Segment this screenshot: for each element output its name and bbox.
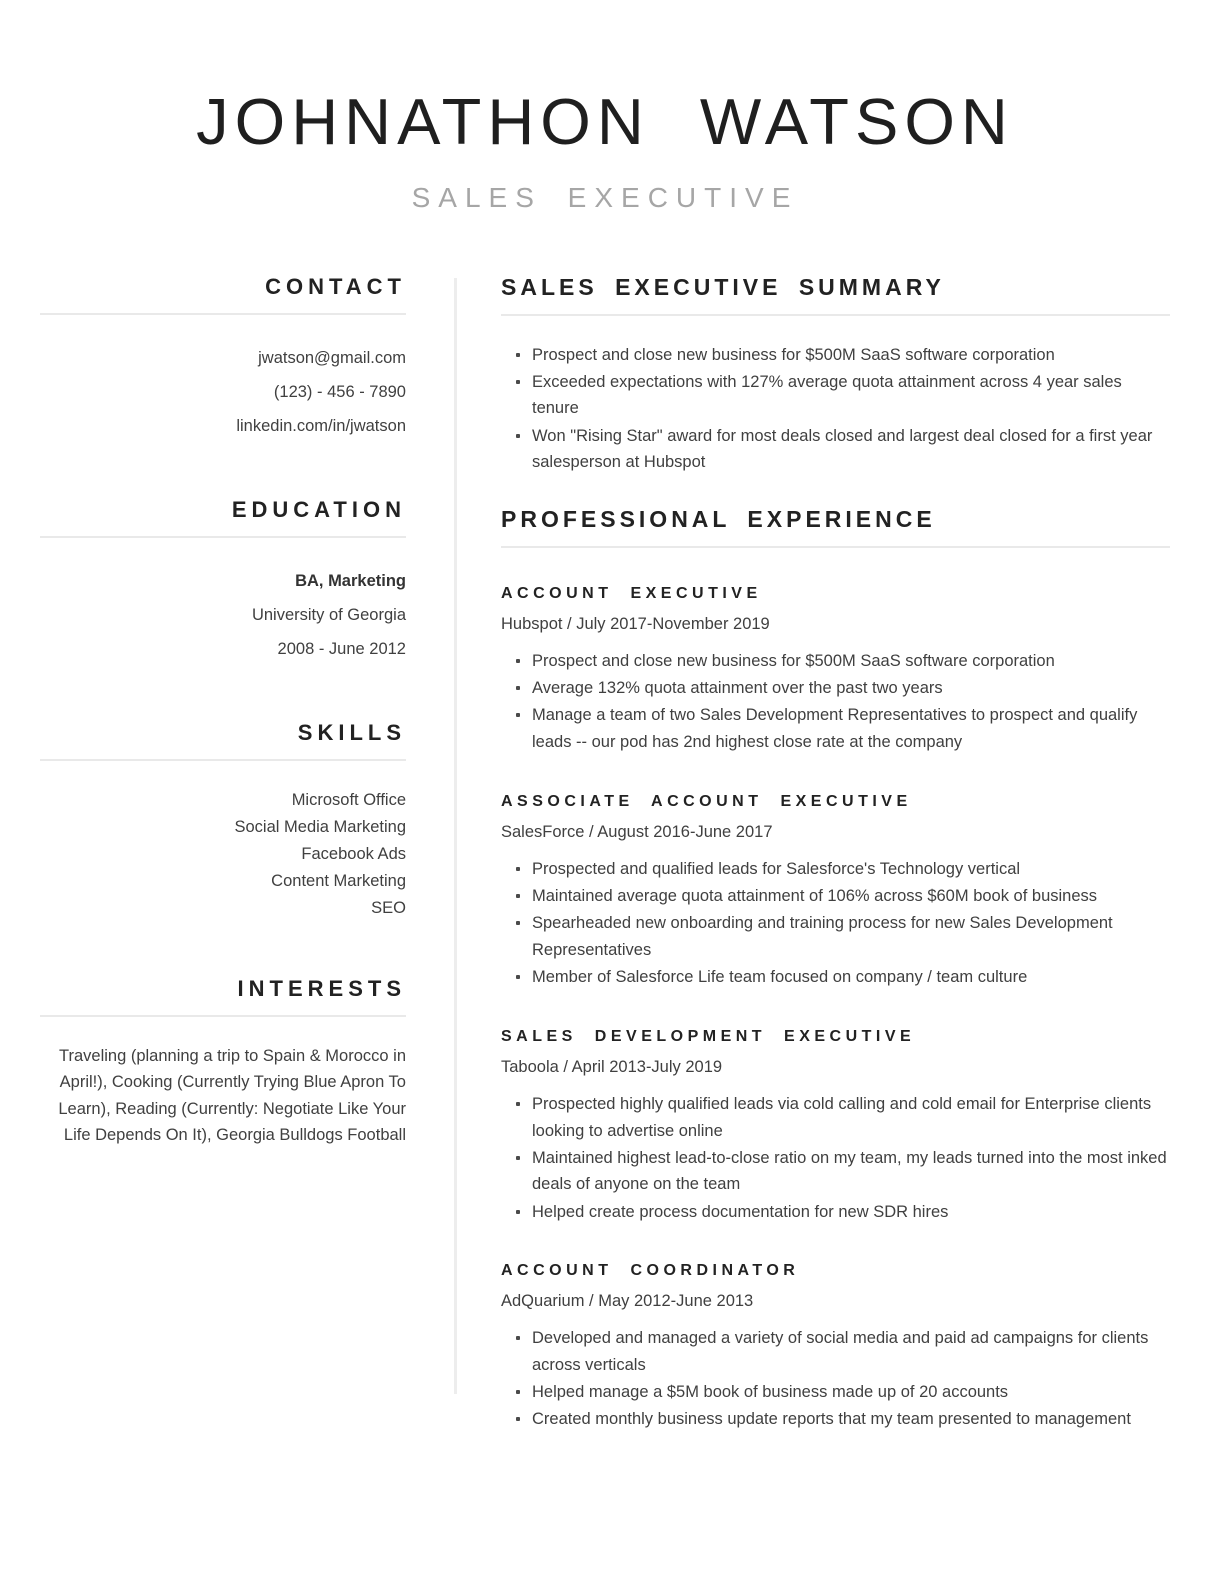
job-bullet bbox=[501, 883, 1170, 910]
bullet-icon bbox=[516, 1417, 520, 1421]
job-bullet bbox=[501, 1379, 1170, 1406]
contact-heading: CONTACT bbox=[265, 273, 406, 299]
job-bullet bbox=[501, 1199, 1170, 1226]
job-company-dates: AdQuarium / May 2012-June 2013 bbox=[501, 1292, 754, 1311]
contact-linkedin[interactable]: linkedin.com/in/jwatson bbox=[236, 416, 406, 435]
bullet-text: Maintained highest lead-to-close ratio on my team, my leads turned into the most inked deals of anyone on the team bbox=[532, 1148, 1167, 1194]
summary-bullet bbox=[501, 342, 1170, 369]
job-bullet bbox=[501, 910, 1170, 963]
bullet-icon bbox=[516, 1390, 520, 1394]
bullet-icon bbox=[516, 1102, 520, 1106]
resume-job-title: SALES EXECUTIVE bbox=[411, 181, 799, 213]
bullet-text: Developed and managed a variety of social media and paid ad campaigns for clients across verticals bbox=[532, 1329, 1149, 1375]
education-degree: BA, Marketing bbox=[295, 571, 406, 590]
bullet-icon bbox=[516, 1156, 520, 1160]
experience-heading: PROFESSIONAL EXPERIENCE bbox=[501, 506, 936, 533]
job-bullets bbox=[501, 1325, 1170, 1433]
job-bullets bbox=[501, 1091, 1170, 1226]
skill-item: Social Media Marketing bbox=[234, 817, 406, 836]
section-education bbox=[40, 497, 406, 666]
bullet-text: Prospect and close new business for $500M SaaS software corporation bbox=[532, 345, 1055, 364]
skill-item: SEO bbox=[371, 898, 406, 917]
summary-bullet bbox=[501, 423, 1170, 476]
bullet-icon bbox=[516, 659, 520, 663]
bullet-text: Spearheaded new onboarding and training process for new Sales Development Representatives bbox=[532, 914, 1113, 959]
right-column bbox=[501, 274, 1170, 1434]
skills-heading: SKILLS bbox=[297, 719, 406, 745]
skill-item: Microsoft Office bbox=[291, 790, 406, 809]
section-experience bbox=[501, 506, 1170, 1433]
bullet-text: Exceeded expectations with 127% average quota attainment across 4 year sales tenure bbox=[532, 372, 1122, 418]
bullet-text: Prospected highly qualified leads via cold calling and cold email for Enterprise clients looking to advertise online bbox=[532, 1094, 1152, 1140]
resume-columns bbox=[40, 274, 1170, 1434]
summary-heading: SALES EXECUTIVE SUMMARY bbox=[501, 273, 945, 300]
bullet-icon bbox=[516, 434, 520, 438]
job-title: SALES DEVELOPMENT EXECUTIVE bbox=[501, 1027, 916, 1045]
education-dates: 2008 - June 2012 bbox=[277, 639, 406, 658]
column-divider bbox=[454, 278, 457, 1394]
bullet-text: Maintained average quota attainment of 106% across $60M book of business bbox=[532, 887, 1098, 906]
bullet-icon bbox=[516, 975, 520, 979]
bullet-text: Created monthly business update reports that my team presented to management bbox=[532, 1410, 1131, 1429]
education-heading: EDUCATION bbox=[231, 496, 406, 522]
job-entry bbox=[501, 1262, 1170, 1433]
bullet-text: Member of Salesforce Life team focused on company / team culture bbox=[532, 968, 1028, 987]
bullet-text: Helped create process documentation for new SDR hires bbox=[532, 1202, 949, 1221]
bullet-icon bbox=[516, 713, 520, 717]
bullet-icon bbox=[516, 1336, 520, 1340]
bullet-icon bbox=[516, 353, 520, 357]
job-bullet bbox=[501, 1145, 1170, 1198]
bullet-text: Prospect and close new business for $500M SaaS software corporation bbox=[532, 652, 1055, 671]
left-column bbox=[40, 274, 406, 1434]
bullet-text: Won "Rising Star" award for most deals closed and largest deal closed for a first year salesperson at Hubspot bbox=[532, 426, 1153, 472]
job-bullets bbox=[501, 648, 1170, 756]
job-bullet bbox=[501, 856, 1170, 883]
section-rule bbox=[40, 1015, 406, 1017]
section-rule bbox=[501, 314, 1170, 316]
bullet-icon bbox=[516, 894, 520, 898]
job-bullet bbox=[501, 675, 1170, 702]
section-rule bbox=[40, 759, 406, 761]
bullet-icon bbox=[516, 867, 520, 871]
education-school: University of Georgia bbox=[251, 605, 406, 624]
section-interests bbox=[40, 976, 406, 1149]
section-rule bbox=[40, 536, 406, 538]
bullet-icon bbox=[516, 921, 520, 925]
job-bullet bbox=[501, 702, 1170, 755]
interests-text: Traveling (planning a trip to Spain & Morocco in April!), Cooking (Currently Trying Blue Apron To Learn), Reading (Currently: Negotiate Like Your Life Depends On It), Georgia Bulldogs Football bbox=[58, 1046, 406, 1144]
job-title: ACCOUNT COORDINATOR bbox=[501, 1262, 800, 1280]
job-title: ASSOCIATE ACCOUNT EXECUTIVE bbox=[501, 792, 912, 810]
contact-email[interactable]: jwatson@gmail.com bbox=[258, 348, 406, 367]
bullet-icon bbox=[516, 1210, 520, 1214]
interests-heading: INTERESTS bbox=[237, 975, 406, 1001]
bullet-text: Average 132% quota attainment over the past two years bbox=[532, 679, 943, 698]
job-company-dates: Hubspot / July 2017-November 2019 bbox=[501, 615, 770, 634]
job-bullet bbox=[501, 1325, 1170, 1378]
job-entry bbox=[501, 793, 1170, 991]
job-bullets bbox=[501, 856, 1170, 991]
section-contact bbox=[40, 274, 406, 443]
section-rule bbox=[501, 546, 1170, 548]
bullet-text: Helped manage a $5M book of business made up of 20 accounts bbox=[532, 1383, 1009, 1402]
summary-bullets bbox=[501, 342, 1170, 477]
skill-item: Facebook Ads bbox=[301, 844, 406, 863]
job-bullet bbox=[501, 1406, 1170, 1433]
job-company-dates: Taboola / April 2013-July 2019 bbox=[501, 1057, 723, 1076]
bullet-text: Manage a team of two Sales Development Representatives to prospect and qualify leads -- our pod has 2nd highest close rate at the company bbox=[532, 706, 1138, 752]
job-entry bbox=[501, 585, 1170, 756]
job-entry bbox=[501, 1028, 1170, 1226]
bullet-icon bbox=[516, 686, 520, 690]
contact-phone: (123) - 456 - 7890 bbox=[273, 382, 406, 401]
section-skills bbox=[40, 720, 406, 922]
resume-name: JOHNATHON WATSON bbox=[196, 85, 1014, 158]
section-summary bbox=[501, 274, 1170, 477]
job-bullet bbox=[501, 964, 1170, 991]
job-bullet bbox=[501, 648, 1170, 675]
job-company-dates: SalesForce / August 2016-June 2017 bbox=[501, 822, 773, 841]
resume-header bbox=[40, 86, 1170, 214]
job-bullet bbox=[501, 1091, 1170, 1144]
bullet-icon bbox=[516, 380, 520, 384]
job-title: ACCOUNT EXECUTIVE bbox=[501, 585, 762, 603]
skill-item: Content Marketing bbox=[271, 871, 406, 890]
section-rule bbox=[40, 313, 406, 315]
summary-bullet bbox=[501, 369, 1170, 422]
bullet-text: Prospected and qualified leads for Salesforce's Technology vertical bbox=[532, 859, 1021, 878]
